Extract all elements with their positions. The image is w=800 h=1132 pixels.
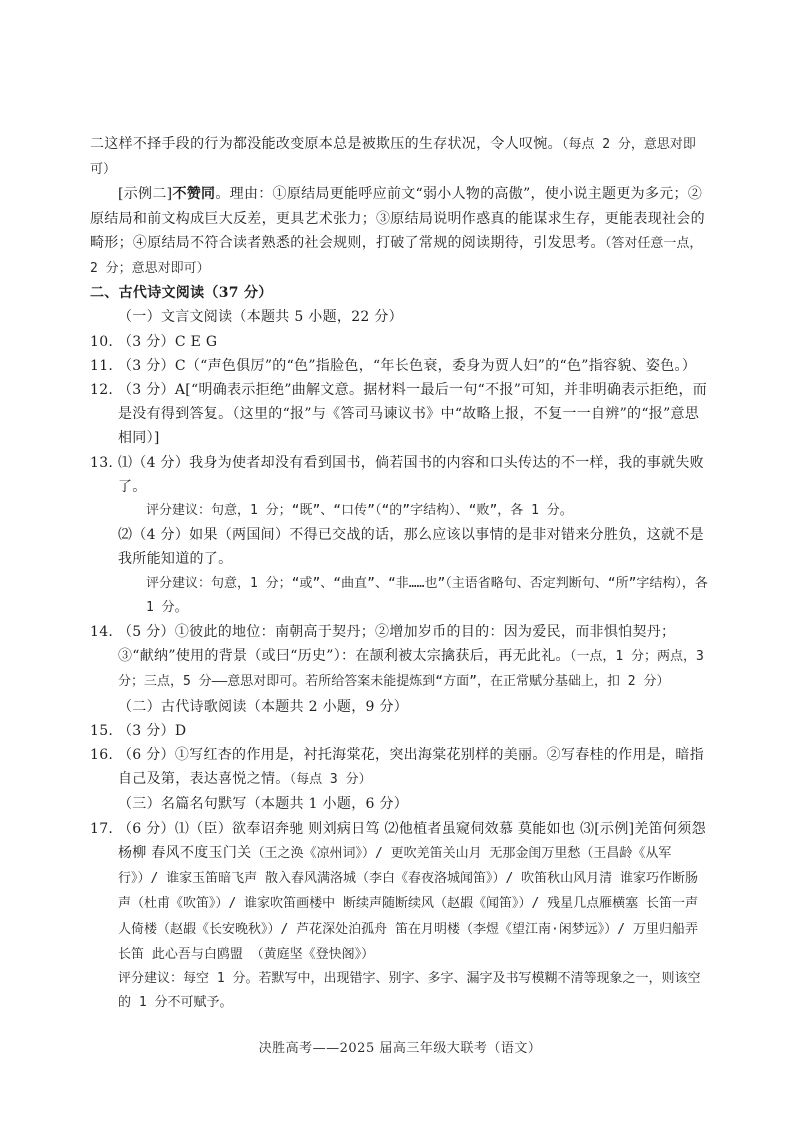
q11-text: （3 分）C（“声色俱厉”的“色”指脸色，“年长色衰，委身为贾人妇”的“色”指容貌、姿色。） <box>118 357 697 374</box>
answer-q17 <box>90 817 710 967</box>
intro-line1: 二这样不择手段的行为都没能改变原本总是被欺压的生存状况，令人叹惋。 <box>90 136 562 152</box>
answer-content <box>90 132 710 1015</box>
answer-q15 <box>90 719 710 743</box>
intro-continuation <box>90 132 710 182</box>
answer-q13 <box>90 451 710 524</box>
example2-paragraph <box>90 182 710 281</box>
q13-part2 <box>90 523 710 620</box>
q14-body <box>118 620 710 695</box>
q13-part1-note: 评分建议：句意，1 分；“既”、“口传”（“的”字结构）、“败”，各 1 分。 <box>146 503 573 519</box>
q17-body <box>118 817 710 967</box>
page-footer: 决胜高考——2025 届高三年级大联考（语文） <box>258 1041 542 1056</box>
example2-label: [示例二] <box>118 186 173 203</box>
q12-number: 12. <box>90 382 114 399</box>
q14-number: 14. <box>90 624 114 641</box>
q16-text: （6 分）①写红杏的作用是，衬托海棠花，突出海棠花别样的美丽。②写春桂的作用是，暗指自己及第，表达喜悦之情。 <box>118 747 704 788</box>
answer-q14 <box>90 620 710 695</box>
section2-sub2: （二）古代诗歌阅读（本题共 2 小题，9 分） <box>118 698 409 715</box>
example2-note: （答对任意一点，2 分；意思对即可） <box>90 235 703 277</box>
q13-part2-note: 评分建议：句意，1 分；“或”、“曲直”、“非……也”（主语省略句、否定判断句、“所”字结构），各 1 分。 <box>146 575 708 615</box>
q16-number: 16. <box>90 747 114 764</box>
q16-body <box>118 743 710 792</box>
answer-q10 <box>90 330 710 354</box>
q13-body <box>118 451 710 524</box>
q17-text: （6 分）⑴（臣）欲奉诏奔驰 则刘病日笃 ⑵他植者虽窥伺效慕 莫能如也 ⑶[示例]羌笛何须怨杨柳 春风不度玉门关 <box>118 820 706 861</box>
q14-text: （5 分）①彼此的地位：南朝高于契丹；②增加岁币的目的：因为爱民，而非惧怕契丹；③“献纳”使用的背景（或曰“历史”）：在颉利被太宗擒获后，再无此礼。 <box>118 624 676 665</box>
example2-text: 。理由：①原结局更能呼应前文“弱小人物的高傲”，使小说主题更为多元；②原结局和前文构成巨大反差，更具艺术张力；③原结局说明作惑真的能谋求生存，更能表现社会的畸形；④原结局不符合读者熟悉的社会规则，打破了常规的阅读期待，引发思考。 <box>90 186 705 251</box>
q12-text: （3 分）A[“明确表示拒绝”曲解文意。据材料一最后一句“不报”可知，并非明确表示拒绝，而是没有得到答复。（这里的“报”与《答司马谏议书》中“故略上报，不复一一自辨”的“报”意思相同）] <box>118 382 708 447</box>
section2-sub1: （一）文言文阅读（本题共 5 小题，22 分） <box>118 309 403 326</box>
intro-line1-note: （每点 2 分，意思对即可） <box>90 137 696 178</box>
q11-number: 11. <box>90 357 114 374</box>
section2-sub3: （三）名篇名句默写（本题共 1 小题，6 分） <box>118 796 409 813</box>
q13-part1: ⑴（4 分）我身为使者却没有看到国书，倘若国书的内容和口头传达的不一样，我的事就失败了。 <box>118 454 704 495</box>
q17-number: 17. <box>90 820 114 837</box>
q14-note: （一点，1 分；两点，3 分；三点，5 分——意思对即可。若所给答案未能提炼到“方面”，在正常赋分基础上，扣 2 分） <box>118 649 704 690</box>
section2-title: 二、古代诗文阅读（37 分） <box>90 285 273 302</box>
q16-note: （每点 3 分） <box>289 772 372 788</box>
q10-text: （3 分）C E G <box>118 333 218 350</box>
q15-number: 15. <box>90 722 114 739</box>
q15-text: （3 分）D <box>118 722 187 739</box>
answer-q12 <box>90 378 710 451</box>
q10-number: 10. <box>90 333 114 350</box>
q17-sources: （王之涣《凉州词》）/ 更吹羌笛关山月 无那金闺万里愁（王昌龄《从军行》）/ 谁家玉笛暗飞声 散入春风满洛城（李白《春夜洛城闻笛》）/ 吹笛秋山风月清 谁家巧作断肠声（杜甫《吹笛》）/ 谁家吹笛画楼中 断续声随断续风（赵嘏《闻笛》）/ 残星几点雁横塞 长笛一声人倚楼（赵嘏《长安晚秋》）/ 芦花深处泊孤舟 笛在月明楼（李煜《望江南·闲梦远》）/ 万里归船弄长笛 此心吾与白鸥盟 （黄庭坚《登快阁》） <box>118 845 698 962</box>
q13-number: 13. <box>90 454 114 471</box>
answer-q16 <box>90 743 710 792</box>
example2-stance: 不赞同 <box>172 186 216 203</box>
q13-part2-text: ⑵（4 分）如果（两国间）不得已交战的话，那么应该以事情的是非对错来分胜负，这就不是我所能知道的了。 <box>118 527 704 568</box>
answer-q11 <box>90 354 710 378</box>
q17-note: 评分建议：每空 1 分。若默写中，出现错字、别字、多字、漏字及书写模糊不清等现象之一，则该空的 1 分不可赋予。 <box>118 970 701 1011</box>
